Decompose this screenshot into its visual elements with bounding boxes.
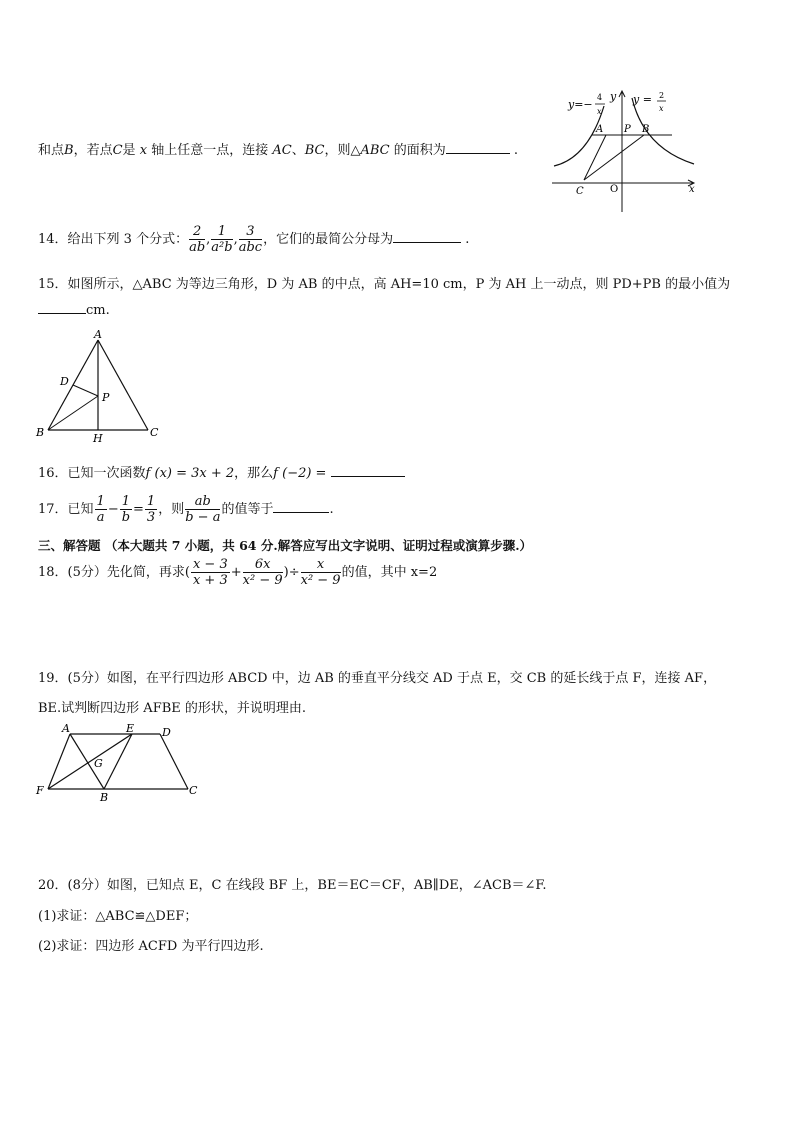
q19-label-e: E [126, 722, 135, 735]
q19-label-a: A [62, 722, 70, 735]
q13-y-label: y [610, 90, 617, 103]
q20-line-1: 20．(8分）如图，已知点 E，C 在线段 BF 上，BE＝EC＝CF，AB∥DE，∠ACB＝∠F. [38, 878, 547, 893]
q15-seg-bp [48, 396, 98, 430]
q17-frac-b: $\frac{1}{b}$ [121, 494, 131, 525]
q13-text-a: 和点 [38, 143, 65, 158]
q13-sep: 、 [291, 143, 305, 158]
q18-open: ( [184, 565, 190, 580]
q13-label-c: C [576, 186, 584, 197]
q18-plus: + [230, 565, 242, 580]
q16-expr: f (x) = 3x + 2 [145, 466, 235, 481]
q14-frac-1: $\frac{2}{ab}$ [189, 224, 206, 255]
q13-bc: BC [304, 143, 325, 158]
q14-tail: ，它们的最简公分母为 [263, 232, 394, 247]
q20-line-3: (2)求证：四边形 ACFD 为平行四边形. [38, 939, 264, 954]
q13-label-a: A [596, 124, 604, 135]
q13-point-c: C [112, 143, 123, 158]
q19-label-f: F [36, 784, 44, 797]
q13-abc: ABC [360, 143, 390, 158]
q19-label-c: C [189, 784, 198, 797]
q18-frac-2: $\frac{6x}{\text{x² − 9}}$ [242, 557, 283, 588]
q17-tail: 的值等于 [221, 502, 274, 517]
q18-tail: 的值，其中 x=2 [341, 565, 438, 580]
q13-text [38, 139, 518, 158]
section-3-header: 三、解答题 （本大题共 7 小题，共 64 分.解答应写出文字说明、证明过程或演算步骤.） [38, 538, 533, 553]
q16-lead: 16．已知一次函数 [38, 466, 146, 481]
q17-frac-a: $\frac{1}{a}$ [96, 494, 105, 525]
q15-answer-line [38, 303, 110, 318]
q13-left-func: y=− [568, 98, 593, 111]
q13-ac: AC [272, 143, 292, 158]
q18-frac-3: $\frac{x}{\text{x² − 9}}$ [300, 557, 341, 588]
q15-side-ac [98, 340, 148, 430]
q16 [38, 462, 405, 481]
q13-right-den: x [659, 104, 664, 113]
q19-line-1: 19．(5分）如图，在平行四边形 ABCD 中，边 AB 的垂直平分线交 AD 于点 E，交 CB 的延长线于点 F，连接 AF， [38, 671, 717, 686]
q13-right-num: 2 [659, 91, 665, 100]
q19-seg-eb [104, 734, 132, 789]
q18-lead: 18．(5分）先化简，再求 [38, 565, 185, 580]
q15-answer-blank[interactable] [38, 313, 86, 314]
q15-label-h: H [93, 432, 103, 444]
q17-mid: ，则 [158, 502, 185, 517]
q13-x: x [139, 143, 148, 158]
q15-text: 15．如图所示，△ABC 为等边三角形，D 为 AB 的中点，高 AH=10 cm，P 为 AH 上一动点，则 PD+PB 的最小值为 [38, 277, 731, 292]
q17-minus: − [107, 502, 119, 517]
q18-close: ) [283, 565, 289, 580]
q16-expr2: f (−2) = [273, 466, 327, 481]
q15-triangle-figure [30, 328, 170, 444]
q15-label-a: A [94, 328, 102, 341]
q14-frac-3: $\frac{3}{\text{abc}}$ [238, 224, 263, 255]
q14-end: . [465, 232, 470, 247]
q15-label-c: C [150, 426, 159, 439]
q14-comma-2: , [233, 232, 238, 247]
q15-label-b: B [36, 426, 45, 439]
q13-label-p: P [624, 124, 631, 135]
q14-answer-blank[interactable] [393, 242, 461, 243]
q17 [38, 494, 334, 525]
q19-line-2: BE.试判断四边形 AFBE 的形状，并说明理由. [38, 701, 307, 716]
q19-seg-af [48, 734, 70, 789]
q13-point-b: B [64, 143, 74, 158]
q19-parallelogram-figure [34, 722, 204, 804]
q16-answer-blank[interactable] [331, 476, 405, 477]
q18-frac-1: $\frac{x - 3}{x + 3}$ [192, 557, 228, 588]
q19-side-dc [160, 734, 188, 789]
q13-right-func: y = [633, 93, 652, 106]
q17-answer-blank[interactable] [273, 512, 329, 513]
q13-answer-blank[interactable] [446, 153, 510, 154]
q13-text-f: 的面积为 [393, 143, 446, 158]
q18-div: ÷ [288, 565, 300, 580]
q13-end: . [513, 143, 519, 158]
q13-x-label: x [689, 184, 695, 195]
q17-lead: 17．已知 [38, 502, 94, 517]
q17-eq: = [133, 502, 144, 517]
q15-seg-dp [73, 385, 98, 396]
q13-text-d: 轴上任意一点，连接 [151, 143, 269, 158]
q13-text-b: ，若点 [73, 143, 113, 158]
q19-label-b: B [100, 791, 109, 804]
q17-frac-d: $\frac{ab}{b - a}$ [185, 494, 221, 525]
q15-unit: cm. [86, 303, 110, 318]
q13-left-num: 4 [597, 93, 603, 102]
q14-comma-1: , [206, 232, 211, 247]
q14-lead: 14．给出下列 3 个分式： [38, 232, 189, 247]
q15-label-p: P [102, 391, 110, 404]
q13-text-c: 是 [122, 143, 136, 158]
q13-label-b: B [642, 124, 650, 135]
q19-label-g: G [94, 757, 103, 770]
q13-graph [548, 88, 698, 214]
q19-label-d: D [162, 726, 171, 739]
q18 [38, 557, 437, 588]
q13-text-e: ，则△ [324, 143, 361, 158]
q19-seg-ef [48, 734, 132, 789]
q16-mid: ，那么 [234, 466, 274, 481]
q17-frac-c: $\frac{1}{3}$ [146, 494, 156, 525]
q14 [38, 224, 469, 255]
q17-end: . [329, 502, 334, 517]
q13-left-den: x [597, 107, 602, 116]
q14-frac-2: $\frac{1}{\text{a²b}}$ [211, 224, 233, 255]
q13-label-o: O [610, 184, 619, 195]
q13-seg-cb [584, 135, 644, 180]
q15-label-d: D [60, 375, 69, 388]
q20-line-2: (1)求证：△ABC≌△DEF； [38, 909, 198, 924]
